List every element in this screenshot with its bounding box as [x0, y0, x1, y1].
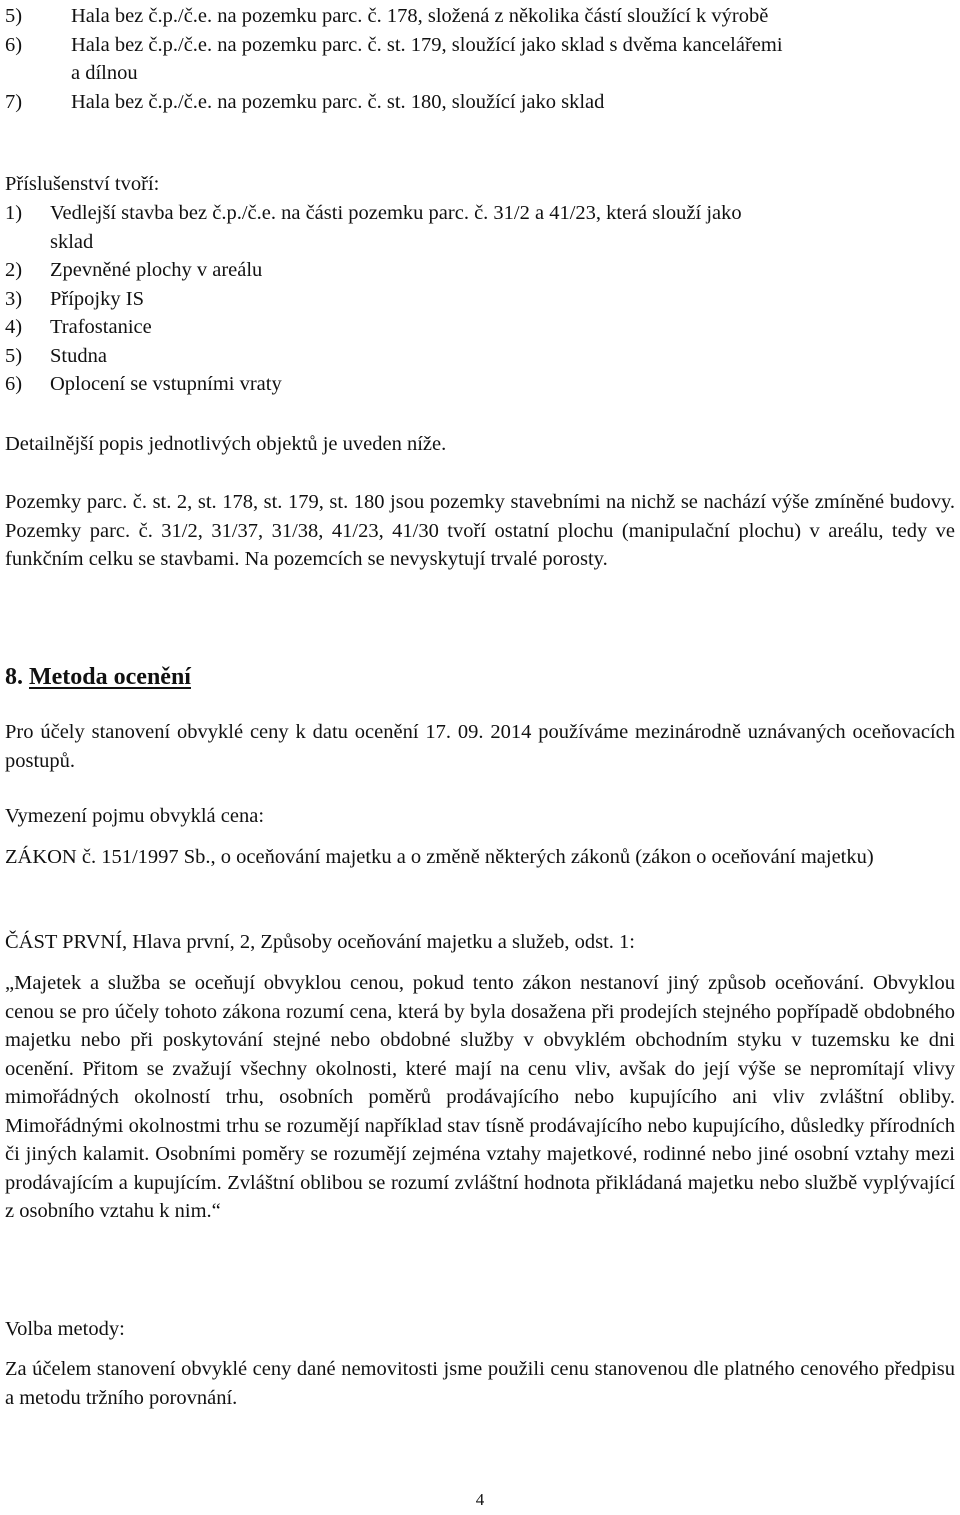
- list-text: Studna: [50, 344, 107, 367]
- quote-paragraph: „Majetek a služba se oceňují obvyklou cenou, pokud tento zákon nestanoví jiný způsob oceňování. Obvyklou cenou se pro účely tohoto zákona rozumí cena, která by byla dosažena při prodejích stejného popřípadě obdobného majetku nebo při poskytování stejné nebo obdobné služby v obvyklém obchodním styku v tuzemsku ke dni ocenění. Přitom se zvažují všechny okolnosti, které mají na cenu vliv, avšak do její výše se nepromítají vlivy mimořádných okolností trhu, osobních poměrů prodávajícího nebo kupujícího ani vliv zvláštní obliby. Mimořádnými okolnostmi trhu se rozumějí například stav tísně prodávajícího nebo kupujícího, důsledky přírodních či jiných kalamit. Osobními poměry se rozumějí zejména vztahy majetkové, rodinné nebo jiné osobní vztahy mezi prodávajícím a kupujícím. Zvláštní oblibou se rozumí zvláštní hodnota přikládaná majetku nebo službě vyplývající z osobního vztahu k nim.“: [5, 972, 955, 1222]
- method-paragraph: Za účelem stanovení obvyklé ceny dané nemovitosti jsme použili cenu stanovenou dle platného cenového předpisu a metodu tržního porovnání.: [5, 1358, 955, 1409]
- document-page: [5, 0, 955, 1509]
- buildings-list: [5, 2, 955, 116]
- purpose-paragraph: Pro účely stanovení obvyklé ceny k datu ocenění 17. 09. 2014 používáme mezinárodně uznávaných oceňovacích postupů.: [5, 721, 955, 772]
- accessories-label: Příslušenství tvoří:: [5, 173, 160, 195]
- list-item: [5, 256, 955, 285]
- list-item: [5, 285, 955, 314]
- accessories-list: [5, 199, 955, 399]
- list-item: [5, 228, 955, 257]
- list-text: sklad: [50, 230, 94, 253]
- list-number: 6): [5, 33, 23, 56]
- part-heading: ČÁST PRVNÍ, Hlava první, 2, Způsoby oceňování majetku a služeb, odst. 1:: [5, 931, 635, 953]
- page-number: 4: [475, 1490, 485, 1509]
- list-item: [5, 2, 955, 31]
- law-paragraph: ZÁKON č. 151/1997 Sb., o oceňování majetku a o změně některých zákonů (zákon o oceňování majetku): [5, 846, 874, 868]
- list-text: Přípojky IS: [50, 287, 144, 310]
- list-number: 1): [5, 202, 23, 224]
- list-item: [5, 31, 955, 60]
- list-text: Vedlejší stavba bez č.p./č.e. na části pozemku parc. č. 31/2 a 41/23, která slouží jako: [50, 202, 742, 224]
- list-item: [5, 59, 955, 88]
- list-item: [5, 199, 955, 228]
- list-number: 6): [5, 373, 23, 395]
- definition-label: Vymezení pojmu obvyklá cena:: [5, 805, 265, 827]
- list-text: Trafostanice: [50, 316, 152, 338]
- section-title: Metoda ocenění: [29, 664, 191, 690]
- method-label: Volba metody:: [5, 1318, 125, 1340]
- details-note: Detailnější popis jednotlivých objektů je uveden níže.: [5, 433, 447, 455]
- list-text: Hala bez č.p./č.e. na pozemku parc. č. 178, složená z několika částí sloužící k výrobě: [71, 5, 769, 27]
- list-item: [5, 88, 955, 117]
- list-text: Zpevněné plochy v areálu: [50, 259, 263, 281]
- list-text: a dílnou: [71, 62, 138, 84]
- parcels-paragraph: Pozemky parc. č. st. 2, st. 178, st. 179, st. 180 jsou pozemky stavebními na nichž se nachází výše zmíněné budovy. Pozemky parc. č. 31/2, 31/37, 31/38, 41/23, 41/30 tvoří ostatní plochu (manipulační plochu) v areálu, tedy ve funkčním celku se stavbami. Na pozemcích se nevyskytují trvalé porosty.: [5, 491, 955, 570]
- list-text: Hala bez č.p./č.e. na pozemku parc. č. st. 180, sloužící jako sklad: [71, 90, 605, 113]
- section-heading: [5, 662, 955, 692]
- list-number: 5): [5, 5, 23, 27]
- list-number: 5): [5, 344, 23, 367]
- list-number: 7): [5, 90, 23, 113]
- section-number: 8.: [5, 664, 23, 690]
- list-number: 2): [5, 259, 23, 281]
- list-text: Oplocení se vstupními vraty: [50, 373, 282, 395]
- list-number: 3): [5, 287, 23, 310]
- list-item: [5, 342, 955, 371]
- list-item: [5, 370, 955, 399]
- list-number: 4): [5, 316, 23, 338]
- list-item: [5, 313, 955, 342]
- list-text: Hala bez č.p./č.e. na pozemku parc. č. st. 179, sloužící jako sklad s dvěma kancelářemi: [71, 33, 783, 56]
